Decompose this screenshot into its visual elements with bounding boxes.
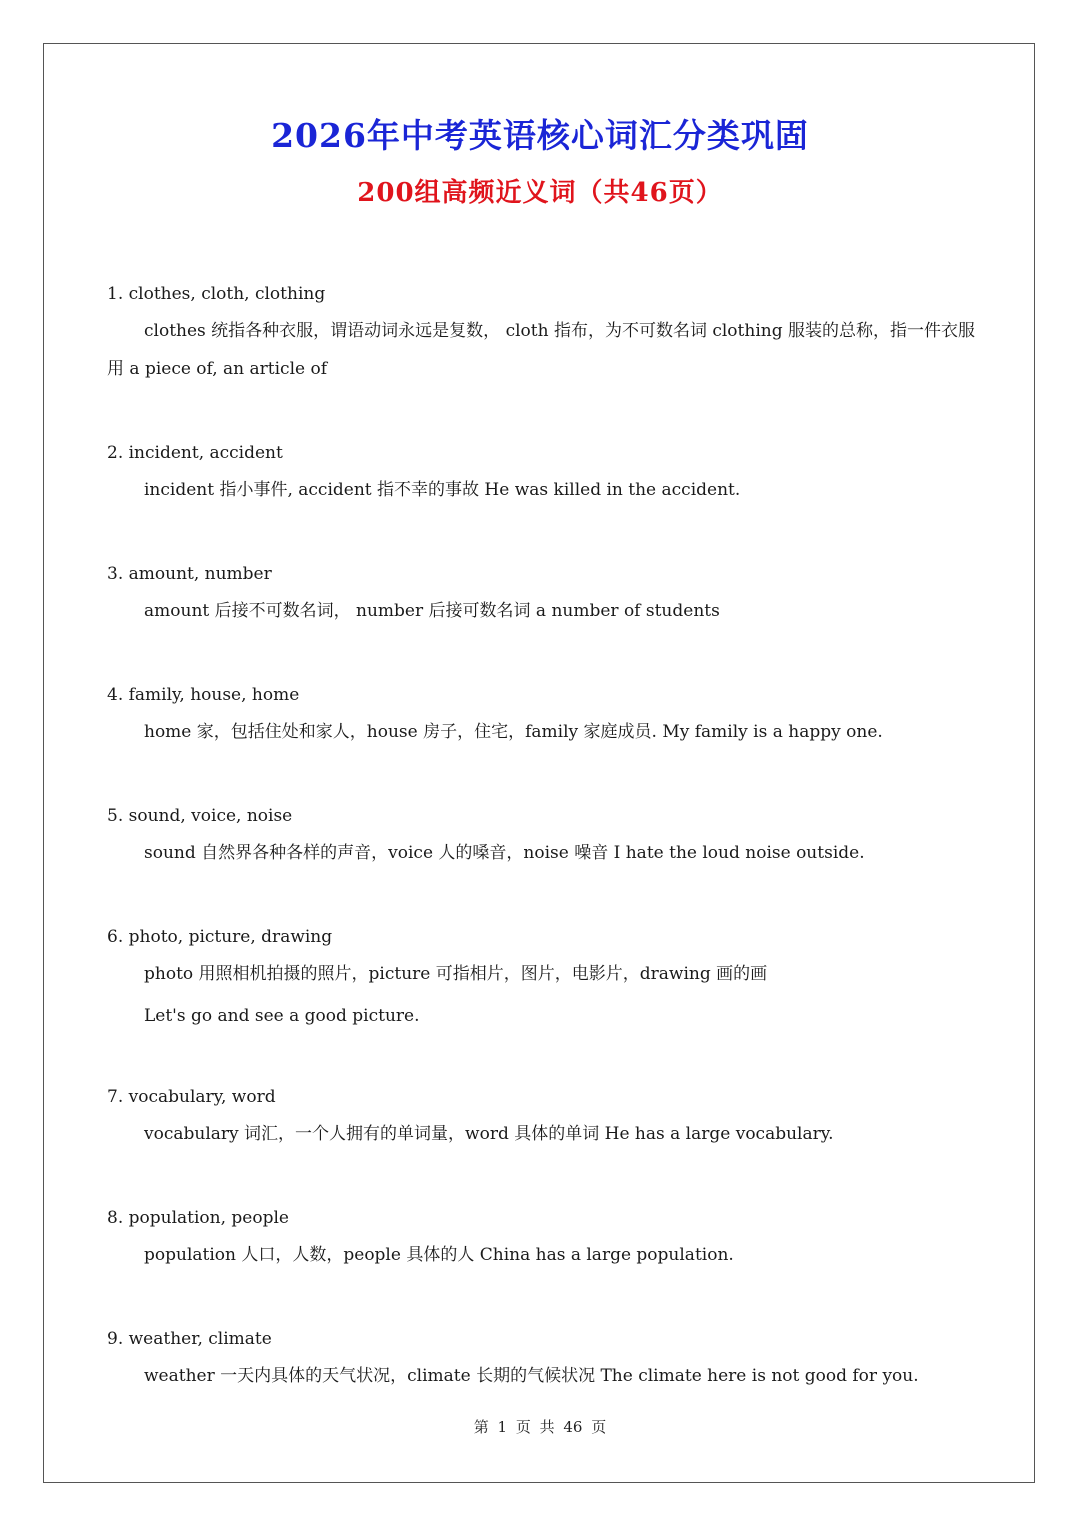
entry-description: weather 一天内具体的天气状况，climate 长期的气候状况 The climate here is not good for you. <box>144 1366 919 1386</box>
entry-heading: 4. family, house, home <box>107 685 300 705</box>
document-subtitle: 200组高频近义词（共46页） <box>357 178 723 208</box>
entry-example: Let's go and see a good picture. <box>144 1006 420 1026</box>
entry-5 <box>107 802 977 923</box>
entry-description: clothes 统指各种衣服，谓语动词永远是复数， cloth 指布，为不可数名词 clothing 服装的总称，指一件衣服用 a piece of, an article of <box>107 321 975 379</box>
entry-heading: 8. population, people <box>107 1208 289 1228</box>
entry-description: sound 自然界各种各样的声音，voice 人的嗓音，noise 噪音 I hate the loud noise outside. <box>144 843 865 863</box>
entry-9 <box>107 1325 977 1425</box>
entry-heading: 6. photo, picture, drawing <box>107 927 333 947</box>
entry-heading: 2. incident, accident <box>107 443 283 463</box>
page-number-footer: 第 1 页 共 46 页 <box>473 1418 607 1436</box>
entry-description: vocabulary 词汇，一个人拥有的单词量，word 具体的单词 He has a large vocabulary. <box>144 1124 834 1144</box>
entry-heading: 9. weather, climate <box>107 1329 272 1349</box>
entry-list <box>107 280 977 1425</box>
entry-heading: 1. clothes, cloth, clothing <box>107 284 326 304</box>
document-title: 2026年中考英语核心词汇分类巩固 <box>271 116 809 155</box>
entry-7 <box>107 1083 977 1204</box>
entry-description: amount 后接不可数名词， number 后接可数名词 a number of students <box>144 601 720 621</box>
entry-3 <box>107 560 977 681</box>
entry-description: incident 指小事件, accident 指不幸的事故 He was killed in the accident. <box>144 480 741 500</box>
entry-8 <box>107 1204 977 1325</box>
entry-heading: 5. sound, voice, noise <box>107 806 293 826</box>
entry-6 <box>107 923 977 1083</box>
entry-heading: 7. vocabulary, word <box>107 1087 276 1107</box>
entry-heading: 3. amount, number <box>107 564 272 584</box>
entry-description: population 人口，人数，people 具体的人 China has a large population. <box>144 1245 734 1265</box>
entry-1 <box>107 280 977 401</box>
entry-4 <box>107 681 977 802</box>
entry-description: home 家，包括住处和家人，house 房子，住宅，family 家庭成员. My family is a happy one. <box>144 722 883 742</box>
entry-description: photo 用照相机拍摄的照片，picture 可指相片，图片，电影片，drawing 画的画 <box>144 964 768 984</box>
entry-2 <box>107 439 977 560</box>
